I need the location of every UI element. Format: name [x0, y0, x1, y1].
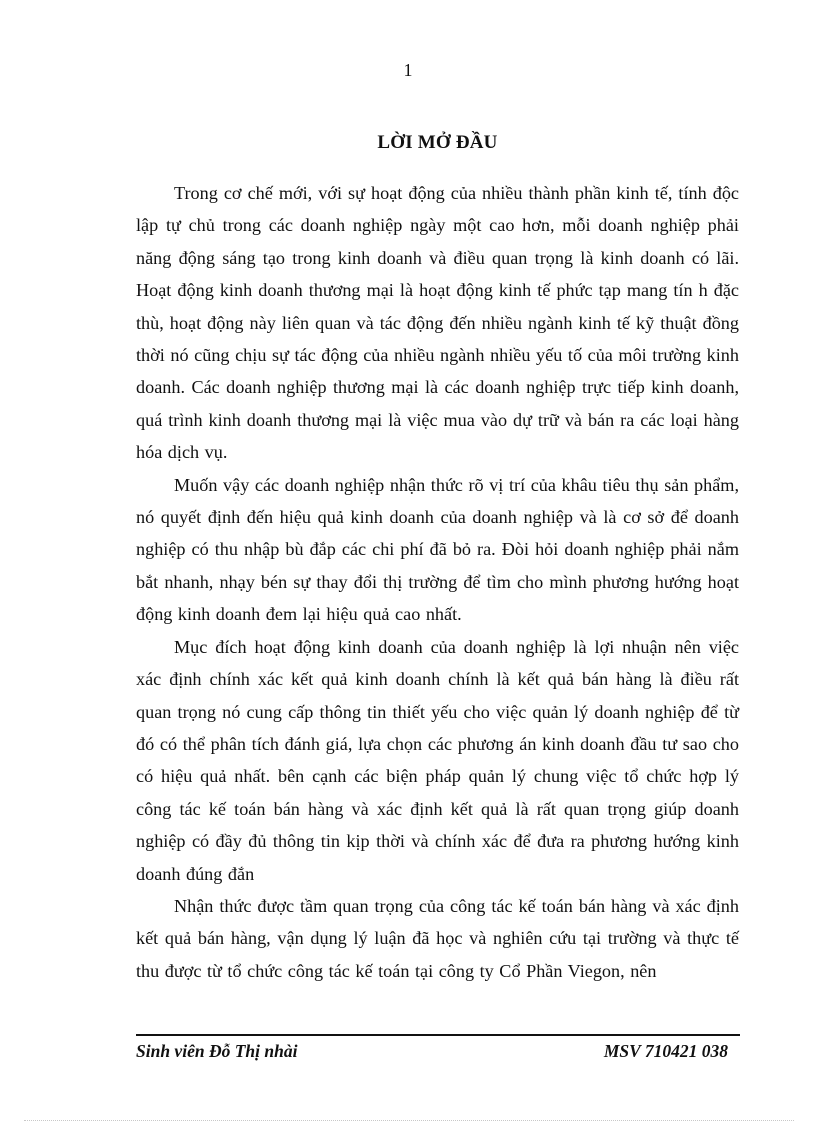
paragraph-1: Trong cơ chế mới, với sự hoạt động của nhiều thành phần kinh tế, tính độc lập tự chủ trong các doanh nghiệp ngày một cao hơn, mỗi doanh nghiệp phải năng động sáng tạo trong kinh doanh và điều quan trọng là kinh doanh có lãi. Hoạt động kinh doanh thương mại là hoạt động kinh tế phức tạp mang tín h đặc thù, hoạt động này liên quan và tác động đến nhiều ngành kinh tế kỹ thuật đồng thời nó cũng chịu sự tác động của nhiều ngành nhiều yếu tố của môi trường kinh doanh. Các doanh nghiệp thương mại là các doanh nghiệp trực tiếp kinh doanh, quá trình kinh doanh thương mại là việc mua vào dự trữ và bán ra các loại hàng hóa dịch vụ.	[136, 183, 739, 463]
footer-divider	[136, 1034, 740, 1036]
page-bottom-edge	[24, 1120, 794, 1121]
footer-student-name: Sinh viên Đỗ Thị nhài	[136, 1041, 298, 1061]
paragraph-2: Muốn vậy các doanh nghiệp nhận thức rõ vị trí của khâu tiêu thụ sản phẩm, nó quyết định đến hiệu quả kinh doanh của doanh nghiệp và là cơ sở để doanh nghiệp có thu nhập bù đắp các chi phí đã bỏ ra. Đòi hỏi doanh nghiệp phải nắm bắt nhanh, nhạy bén sự thay đổi thị trường để tìm cho mình phương hướng hoạt động kinh doanh đem lại hiệu quả cao nhất.	[136, 474, 739, 625]
body-text	[136, 177, 739, 987]
paragraph-4: Nhận thức được tầm quan trọng của công tác kế toán bán hàng và xác định kết quả bán hàng, vận dụng lý luận đã học và nghiên cứu tại trường và thực tế thu được từ tổ chức công tác kế toán tại công ty Cổ Phần Viegon, nên	[136, 895, 739, 981]
page-footer	[136, 1041, 728, 1062]
page-number: 1	[403, 60, 413, 80]
footer-student-id: MSV 710421 038	[603, 1041, 728, 1061]
page-title: LỜI MỞ ĐẦU	[377, 132, 498, 153]
paragraph-3: Mục đích hoạt động kinh doanh của doanh nghiệp là lợi nhuận nên việc xác định chính xác kết quả kinh doanh chính là kết quả bán hàng là điều rất quan trọng nó cung cấp thông tin thiết yếu cho việc quản lý doanh nghiệp để từ đó có thể phân tích đánh giá, lựa chọn các phương án kinh doanh đầu tư sao cho có hiệu quả nhất. bên cạnh các biện pháp quản lý chung việc tổ chức hợp lý công tác kế toán bán hàng và xác định kết quả là rất quan trọng giúp doanh nghiệp có đầy đủ thông tin kịp thời và chính xác để đưa ra phương hướng kinh doanh đúng đắn	[136, 636, 739, 884]
